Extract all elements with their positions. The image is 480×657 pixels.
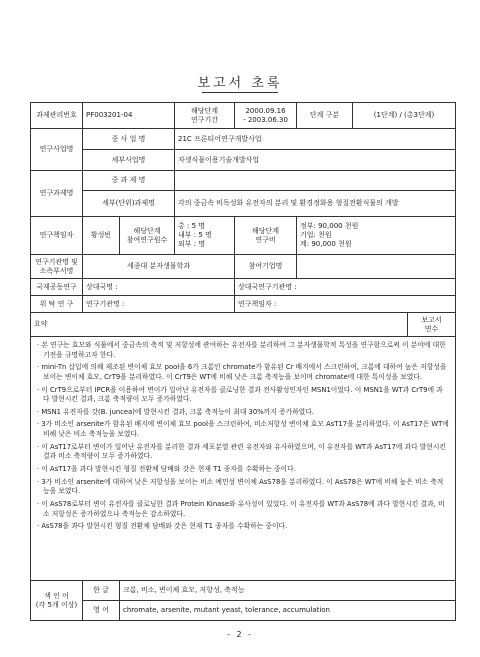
label-partner-company: 참여기업명 bbox=[235, 255, 297, 279]
organization-value: 세종대 분자생물학과 bbox=[83, 255, 235, 279]
label-task: 연구과제명 bbox=[31, 171, 83, 217]
main-task-value bbox=[175, 171, 456, 191]
period-value: 2000.09.16 - 2003.06.30 bbox=[235, 103, 297, 129]
consign-organization: 연구기관명 : bbox=[83, 296, 235, 313]
summary-bullet: · 본 연구는 효모와 식물에서 중금속의 축적 및 저항성에 관여하는 유전자를 분리하여 그 분자생물학적 특성을 연구함으로써 이 분야에 대한 기전을 규명하고자 한다. bbox=[37, 341, 446, 359]
sub-program-value: 자생식물이용기술개발사업 bbox=[175, 150, 456, 171]
row-keywords-ko bbox=[31, 581, 456, 601]
main-program-value: 21C 프론티어연구개발사업 bbox=[175, 129, 456, 150]
label-participant-count: 해당단계 참여연구원수 bbox=[120, 217, 175, 255]
row-organization bbox=[31, 255, 456, 279]
report-abstract-form bbox=[30, 102, 456, 621]
count-internal: 내부 : 5 명 bbox=[178, 231, 212, 240]
label-main-task: 중 과 제 명 bbox=[83, 171, 175, 191]
label-keywords-en: 영 어 bbox=[83, 601, 120, 621]
keywords-ko-value: 크롬, 비소, 변이체 효모, 저항성, 축적능 bbox=[120, 581, 456, 601]
summary-bullet: · AsS78을 과다 발현시킨 형질 전환체 담배와 갓은 현재 T1 종자를 수확하는 중이다. bbox=[37, 522, 288, 531]
label-period: 해당단계 연구기간 bbox=[175, 103, 235, 129]
budget-values bbox=[297, 217, 456, 255]
row-international bbox=[31, 279, 456, 296]
intl-organization: 상대국연구기관명 : bbox=[235, 279, 456, 296]
consign-head: 연구책임자 : bbox=[235, 296, 456, 313]
page-number: - 2 - bbox=[227, 630, 253, 639]
summary-bullet: · mini-Tn 삽입에 의해 제조된 변이체 효모 pool을 6가 크롬인 chromate가 함유된 Cr 배지에서 스크린하여, 크롬에 대하여 높은 저항성을 보이는 변이체 효모, CrT9을 분리하였다. 이 CrT9은 WT에 비해 낮은 크롬 축적능을 보이며 chromate에 대한 특이성을 보였다. bbox=[37, 363, 447, 381]
label-researcher: 연구책임자 bbox=[31, 217, 83, 255]
row-summary-header bbox=[31, 313, 456, 337]
participant-counts bbox=[175, 217, 235, 255]
label-report-pages: 보고서 면수 bbox=[408, 313, 456, 337]
summary-bullet: · 이 CrT9으로부터 IPCR을 이용하여 변이가 일어난 유전자를 클로닝한 결과 전사활성인자인 MSN1이었다. 이 MSN1을 WT과 CrT9에 과다 발현시킨 결과, 크롬 축적량이 모두 증가하였다. bbox=[37, 385, 443, 404]
count-total: 총 : 5 명 bbox=[178, 222, 206, 231]
row-keywords-en bbox=[31, 601, 456, 621]
summary-body bbox=[31, 337, 456, 581]
keywords-en-value: chromate, arsenite, mutant yeast, tolerance, accumulation bbox=[120, 601, 456, 621]
unit-task-value: 각의 중금속 비독성화 유전자의 분리 및 환경정화용 형질전환식물의 개발 bbox=[175, 191, 456, 217]
row-summary-body bbox=[31, 337, 456, 581]
label-budget: 해당단계 연구비 bbox=[235, 217, 297, 255]
label-sub-program: 세부사업명 bbox=[83, 150, 175, 171]
page-title: 보고서 초록 bbox=[197, 76, 283, 91]
row-program-2 bbox=[31, 150, 456, 171]
budget-government: 정부: 90,000 천원 bbox=[300, 222, 359, 231]
summary-bullet: · 이 AsT17을 과다 발현시킨 형질 전환체 담배와 갓은 현재 T1 종자를 수확하는 중이다. bbox=[37, 465, 296, 474]
partner-company-value bbox=[297, 255, 456, 279]
project-no: PF003201-04 bbox=[83, 103, 175, 129]
row-project-no bbox=[31, 103, 456, 129]
row-task-2 bbox=[31, 191, 456, 217]
label-keywords-ko: 한 글 bbox=[83, 581, 120, 601]
label-international: 국제공동연구 bbox=[31, 279, 83, 296]
summary-bullet: · 이 AsT17로부터 변이가 일어난 유전자를 분리한 결과 세포분열 관련 유전자와 유사하였으며, 이 유전자를 WT과 AsT17에 과다 발현시킨 결과 비소 축적량이 모두 증가하였다. bbox=[37, 442, 447, 461]
label-keywords: 색 인 어 (각 5개 이상) bbox=[31, 581, 83, 621]
summary-bullet: · 이 AsS78로부터 변이 유전자를 클로닝한 결과 Protein Kinase와 유사성이 있었다. 이 유전자를 WT과 AsS78에 과다 발현시킨 결과, 비소 저항성은 증가하였으나 축적능은 감소하였다. bbox=[37, 499, 445, 518]
label-unit-task: 세부(단위)과제명 bbox=[83, 191, 175, 217]
label-program: 연구사업명 bbox=[31, 129, 83, 171]
count-external: 외부 : 명 bbox=[178, 239, 206, 248]
researcher-name: 황성빈 bbox=[83, 217, 120, 255]
label-organization: 연구기관명 및 소속부서명 bbox=[31, 255, 83, 279]
label-main-program: 중 사 업 명 bbox=[83, 129, 175, 150]
row-task-1 bbox=[31, 171, 456, 191]
title-underline bbox=[202, 92, 278, 93]
label-project-no: 과제관리번호 bbox=[31, 103, 83, 129]
label-stage: 단계 구분 bbox=[297, 103, 353, 129]
row-program-1 bbox=[31, 129, 456, 150]
stage-total: / (총3단계) bbox=[399, 111, 435, 120]
summary-bullet: · 3가 비소인 arsenite가 함유된 배지에 변이체 효모 pool을 스크린하여, 비소저항성 변이체 효모 AsT17을 분리하였다. 이 AsT17은 WT에 비해 낮은 비소 축적능을 보였다. bbox=[37, 420, 449, 439]
summary-bullet: · MSN1 유전자를 갓(B. juncea)에 발현시킨 결과, 크롬 축적능이 최대 30%까지 증가하였다. bbox=[37, 407, 314, 416]
intl-country: 상대국명 : bbox=[83, 279, 235, 296]
stage-value bbox=[353, 103, 456, 129]
summary-bullet: · 3가 비소인 arsenite에 대하여 낮은 저항성을 보이는 비소 예민성 변이체 AsS78을 분리하였다. 이 AsS78은 WT에 비해 높은 비소 축적능을 보였다. bbox=[37, 477, 444, 496]
budget-total: 계: 90,000 천원 bbox=[300, 239, 352, 248]
label-summary: 요약 bbox=[31, 313, 408, 337]
row-researcher bbox=[31, 217, 456, 255]
stage-current: (1단계) bbox=[373, 111, 398, 120]
budget-company: 기업: 천원 bbox=[300, 231, 332, 240]
row-consignment bbox=[31, 296, 456, 313]
label-consignment: 위 탁 연 구 bbox=[31, 296, 83, 313]
